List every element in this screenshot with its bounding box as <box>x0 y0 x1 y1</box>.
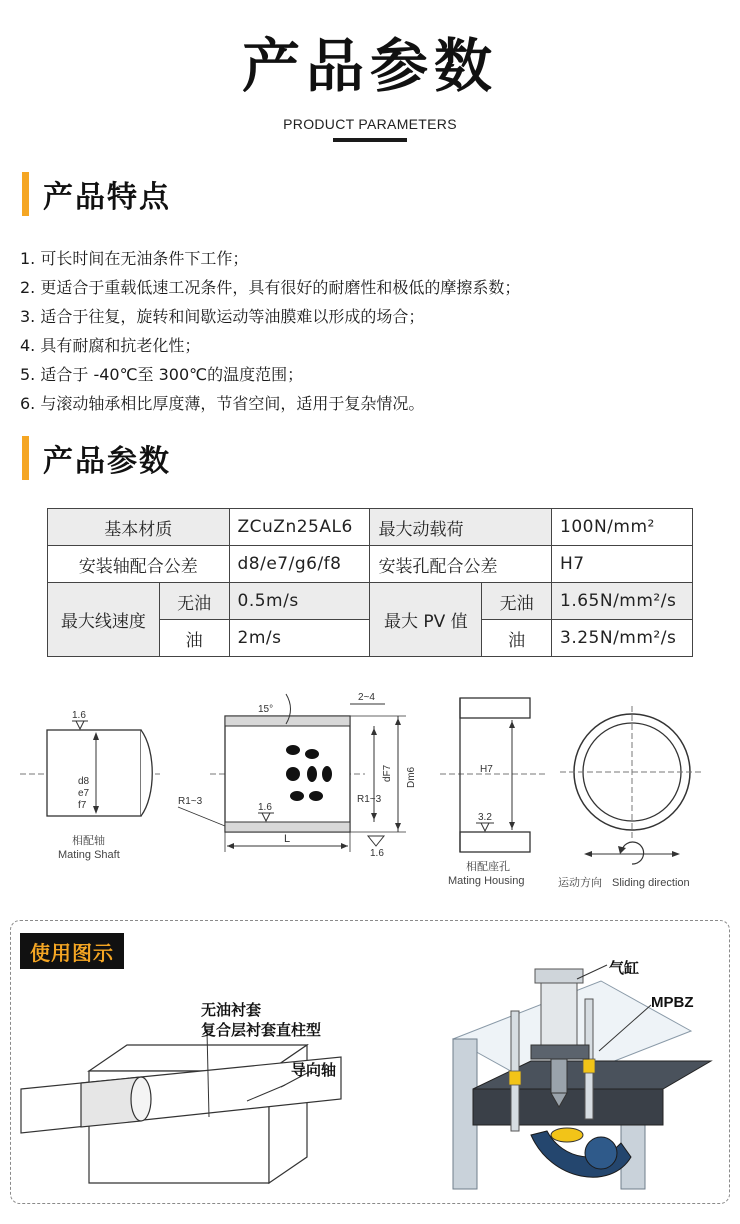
params-table <box>47 508 693 657</box>
mating-shaft-diagram <box>20 710 160 861</box>
pv-no-oil: 1.65N/mm²/s <box>552 583 693 620</box>
press-machine-illustration <box>453 959 711 1189</box>
page-subtitle: PRODUCT PARAMETERS <box>283 116 457 132</box>
params-heading-text: 产品参数 <box>43 444 171 479</box>
bushing-diagram <box>178 692 417 859</box>
bushing-roughness-inner: 1.6 <box>258 802 272 813</box>
bushing-radius-left: R1~3 <box>178 796 203 807</box>
bushing-roughness-outer: 1.6 <box>370 848 384 859</box>
speed-no-oil: 0.5m/s <box>229 583 370 620</box>
max-load-label: 最大动载荷 <box>370 509 552 546</box>
shaft-fit-label: 安装轴配合公差 <box>48 546 230 583</box>
bushing-inner-dim: dF7 <box>382 764 393 782</box>
features-heading <box>22 172 171 216</box>
pv-label: 最大 PV 值 <box>370 583 482 657</box>
pv-oil: 3.25N/mm²/s <box>552 620 693 657</box>
features-heading-text: 产品特点 <box>43 180 171 215</box>
bushing-chamfer: 2~4 <box>358 692 375 703</box>
diagram-svg <box>0 680 740 900</box>
bushing-outer-dim: Dm6 <box>406 766 417 788</box>
list-item: 5. 适合于 -40℃至 300℃的温度范围； <box>20 365 304 384</box>
oil-label: 油 <box>482 620 552 657</box>
material-label: 基本材质 <box>48 509 230 546</box>
oil-label: 油 <box>159 620 229 657</box>
params-heading <box>22 436 171 480</box>
list-item: 3. 适合于往复，旋转和间歇运动等油膜难以形成的场合； <box>20 307 425 326</box>
speed-oil: 2m/s <box>229 620 370 657</box>
list-item: 4. 具有耐腐和抗老化性； <box>20 336 201 355</box>
list-item: 1. 可长时间在无油条件下工作； <box>20 249 249 268</box>
speed-label: 最大线速度 <box>48 583 160 657</box>
list-item: 2. 更适合于重载低速工况条件，具有很好的耐磨性和极低的摩擦系数； <box>20 278 521 297</box>
housing-caption-en: Mating Housing <box>448 875 525 887</box>
material-value: ZCuZn25AL6 <box>229 509 370 546</box>
ring-caption-cn: 运动方向 <box>558 877 602 889</box>
hole-fit-label: 安装孔配合公差 <box>370 546 552 583</box>
bushing-radius-right: R1~3 <box>357 794 382 805</box>
housing-fit: H7 <box>480 764 493 775</box>
shaft-tol-2: e7 <box>78 788 90 799</box>
page-title: 产品参数 <box>241 32 498 100</box>
shaft-tol-3: f7 <box>78 800 87 811</box>
usage-box <box>10 920 730 1204</box>
shaft-caption-en: Mating Shaft <box>58 849 120 861</box>
table-row <box>48 509 693 546</box>
usage-svg <box>11 921 731 1205</box>
no-oil-label: 无油 <box>159 583 229 620</box>
no-oil-label: 无油 <box>482 583 552 620</box>
housing-caption-cn: 相配座孔 <box>466 861 510 873</box>
bushing-length: L <box>284 833 291 845</box>
hole-fit-value: H7 <box>552 546 693 583</box>
shaft-tol-1: d8 <box>78 776 90 787</box>
shaft-roughness: 1.6 <box>72 710 86 721</box>
shaft-fit-value: d8/e7/g6/f8 <box>229 546 370 583</box>
table-row <box>48 546 693 583</box>
table-row <box>48 583 693 620</box>
feature-list <box>20 244 520 418</box>
mating-housing-diagram <box>440 698 545 887</box>
page-header <box>0 30 740 142</box>
shaft-caption-cn: 相配轴 <box>72 835 105 847</box>
max-load-value: 100N/mm² <box>552 509 693 546</box>
title-underline <box>333 138 407 142</box>
bushing-angle: 15° <box>258 704 274 715</box>
bushing-label-line1: 无油衬套 <box>201 1001 262 1019</box>
technical-diagrams <box>0 680 740 900</box>
usage-tag-text: 使用图示 <box>30 940 114 965</box>
cylinder-label: 气缸 <box>609 959 640 977</box>
accent-bar <box>22 172 29 216</box>
list-item: 6. 与滚动轴承相比厚度薄，节省空间，适用于复杂情况。 <box>20 394 425 413</box>
housing-roughness: 3.2 <box>478 812 492 823</box>
part-label: MPBZ <box>651 994 694 1011</box>
sliding-ring-diagram <box>558 706 704 889</box>
shaft-assembly-illustration <box>21 1001 341 1183</box>
bushing-label-line2: 复合层衬套直柱型 <box>201 1021 322 1039</box>
accent-bar <box>22 436 29 480</box>
shaft-label: 导向轴 <box>291 1061 337 1079</box>
ring-caption-en: Sliding direction <box>612 877 690 889</box>
